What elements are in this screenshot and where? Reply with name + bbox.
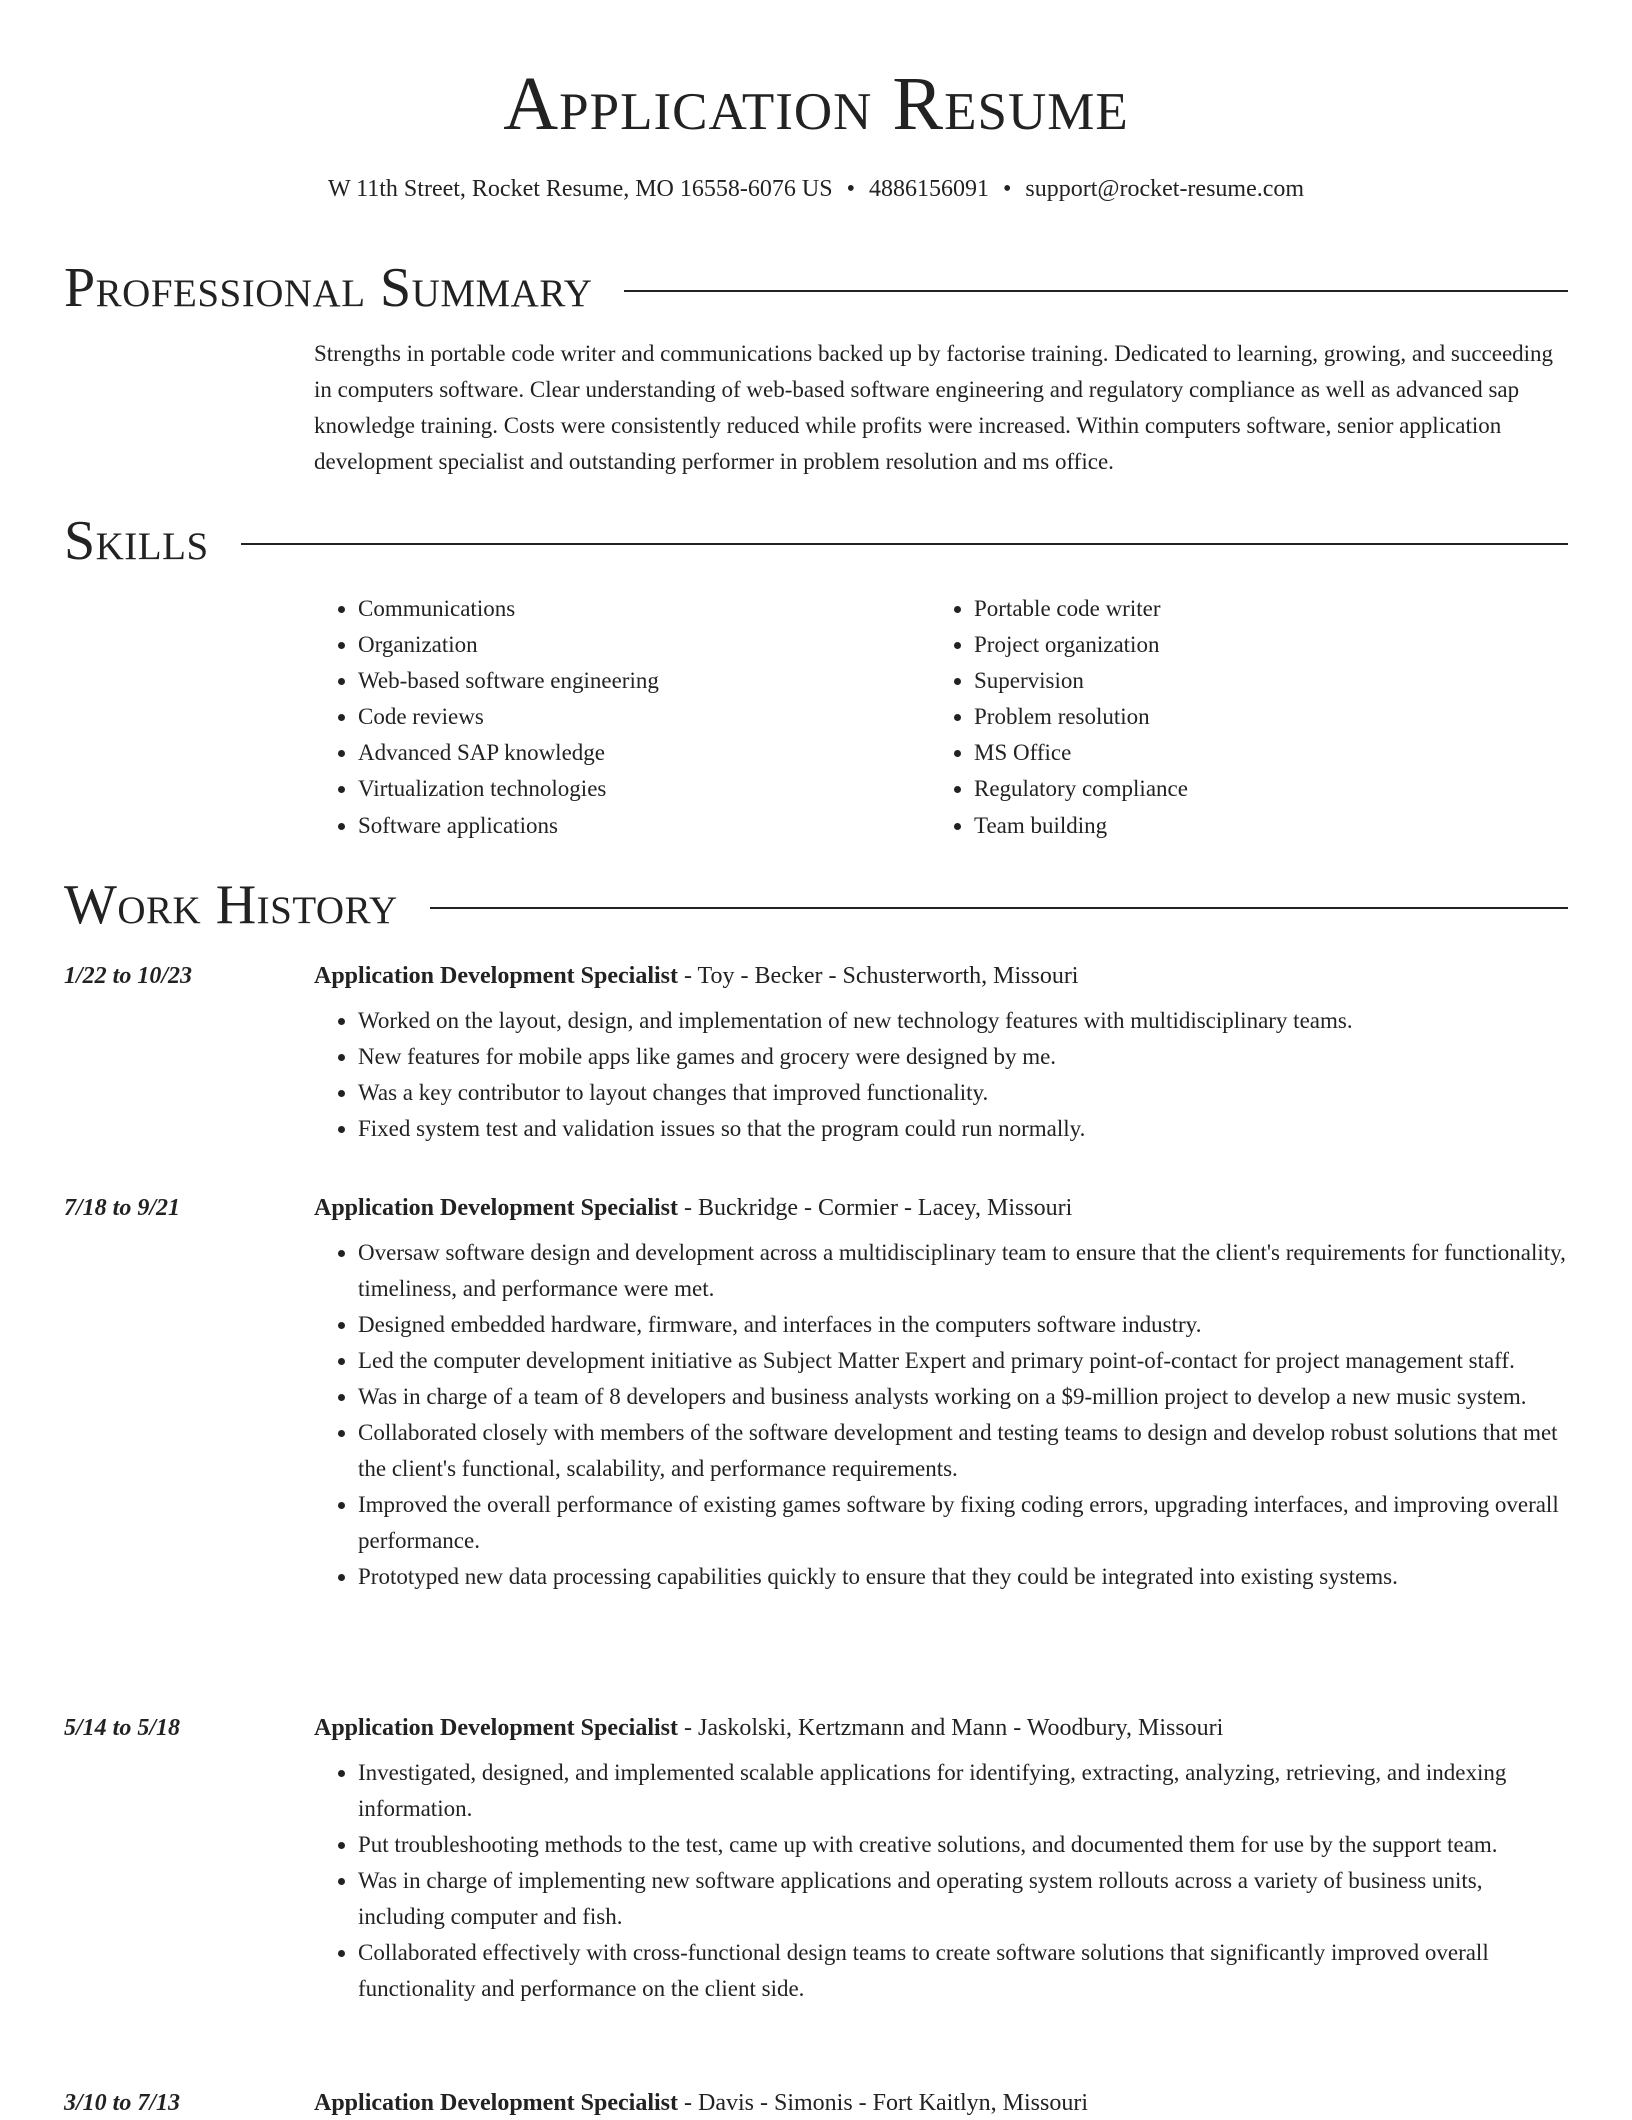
job-bullet: • Designed embedded hardware, firmware, and interfaces in the computers software industry. (358, 1307, 1568, 1343)
job-title: Application Development Specialist (314, 963, 678, 989)
job-bullet: • Worked on the layout, design, and implementation of new technology features with multidisciplinary teams. (358, 1003, 1568, 1039)
skills-list (314, 591, 1564, 844)
skill-item: • Organization (358, 627, 930, 663)
job-title: Application Development Specialist (314, 1195, 678, 1221)
skill-item: • Team building (974, 808, 1546, 844)
job-bullet: • Collaborated closely with members of the software development and testing teams to design and develop robust solutions that met the client's functional, scalability, and performance requirements. (358, 1415, 1568, 1487)
job-company: - Davis - Simonis - Fort Kaitlyn, Missouri (678, 2090, 1089, 2116)
section-header-work-history (64, 873, 1568, 937)
job-bullet: • Was a key contributor to layout changes that improved functionality. (358, 1075, 1568, 1111)
job-dates: 1/22 to 10/23 (64, 963, 193, 989)
job-bullet: • Was in charge of implementing new software applications and operating system rollouts across a variety of business units, including computer and fish. (358, 1863, 1568, 1935)
job-heading (314, 959, 1078, 993)
job-dates: 5/14 to 5/18 (64, 1715, 181, 1741)
contact-line (0, 172, 1632, 206)
contact-phone: 4886156091 (868, 176, 989, 202)
contact-email: support@rocket-resume.com (1025, 176, 1305, 202)
section-title-skills: Skills (64, 510, 209, 572)
job-title: Application Development Specialist (314, 1715, 678, 1741)
document-title: Application Resume (503, 62, 1129, 146)
section-divider (241, 543, 1568, 545)
contact-address: W 11th Street, Rocket Resume, MO 16558-6076 US (327, 176, 833, 202)
skill-item: • Portable code writer (974, 591, 1546, 627)
job-bullet: • Oversaw software design and development across a multidisciplinary team to ensure that the client's requirements for functionality, timeliness, and performance were met. (358, 1235, 1568, 1307)
job-heading (314, 2086, 1088, 2120)
job-title: Application Development Specialist (314, 2090, 678, 2116)
job-heading (314, 1711, 1223, 1745)
contact-separator: • (1002, 176, 1012, 202)
job-company: - Buckridge - Cormier - Lacey, Missouri (678, 1195, 1073, 1221)
skill-item: • Virtualization technologies (358, 771, 930, 807)
job-bullet: • New features for mobile apps like games and grocery were designed by me. (358, 1039, 1568, 1075)
skills-column-left (314, 591, 930, 844)
job-company: - Toy - Becker - Schusterworth, Missouri (678, 963, 1079, 989)
skill-item: • Communications (358, 591, 930, 627)
skill-item: • Software applications (358, 808, 930, 844)
job-heading (314, 1191, 1072, 1225)
skill-item: • Supervision (974, 663, 1546, 699)
section-title-work-history: Work History (64, 874, 398, 936)
section-header-summary (64, 256, 1568, 320)
job-bullet: • Was in charge of a team of 8 developers and business analysts working on a $9-million project to develop a new music system. (358, 1379, 1568, 1415)
section-divider (624, 290, 1568, 292)
job-bullet: • Investigated, designed, and implemented scalable applications for identifying, extracting, analyzing, retrieving, and indexing information. (358, 1755, 1568, 1827)
job-dates: 7/18 to 9/21 (64, 1195, 181, 1221)
job-bullet: • Improved the overall performance of existing games software by fixing coding errors, upgrading interfaces, and improving overall performance. (358, 1487, 1568, 1559)
skill-item: • Problem resolution (974, 699, 1546, 735)
skill-item: • Regulatory compliance (974, 771, 1546, 807)
skills-column-right (930, 591, 1546, 844)
skill-item: • Advanced SAP knowledge (358, 735, 930, 771)
job-bullets (314, 1755, 1568, 2007)
job-bullet: • Collaborated effectively with cross-functional design teams to create software solutions that significantly improved overall functionality and performance on the client side. (358, 1935, 1568, 2007)
job-dates: 3/10 to 7/13 (64, 2090, 181, 2116)
professional-summary-text: Strengths in portable code writer and communications backed up by factorise training. Dedicated to learning, growing, and succeeding in computers software. Clear understanding of web-based software engineering and regulatory compliance as well as advanced sap knowledge training. Costs were consistently reduced while profits were increased. Within computers software, senior application development specialist and outstanding performer in problem resolution and ms office. (314, 341, 1554, 474)
job-bullet: • Led the computer development initiative as Subject Matter Expert and primary point-of-contact for project management staff. (358, 1343, 1568, 1379)
skill-item: • Web-based software engineering (358, 663, 930, 699)
job-bullet: • Prototyped new data processing capabilities quickly to ensure that they could be integrated into existing systems. (358, 1559, 1568, 1595)
section-header-skills (64, 509, 1568, 573)
job-bullet: • Put troubleshooting methods to the test, came up with creative solutions, and documented them for use by the support team. (358, 1827, 1568, 1863)
job-bullets (314, 1003, 1568, 1147)
job-company: - Jaskolski, Kertzmann and Mann - Woodbury, Missouri (678, 1715, 1224, 1741)
skill-item: • MS Office (974, 735, 1546, 771)
section-divider (430, 907, 1568, 909)
job-bullet: • Fixed system test and validation issues so that the program could run normally. (358, 1111, 1568, 1147)
contact-separator: • (846, 176, 855, 202)
skill-item: • Project organization (974, 627, 1546, 663)
section-title-summary: Professional Summary (64, 257, 593, 319)
skill-item: • Code reviews (358, 699, 930, 735)
job-bullets (314, 1235, 1568, 1595)
